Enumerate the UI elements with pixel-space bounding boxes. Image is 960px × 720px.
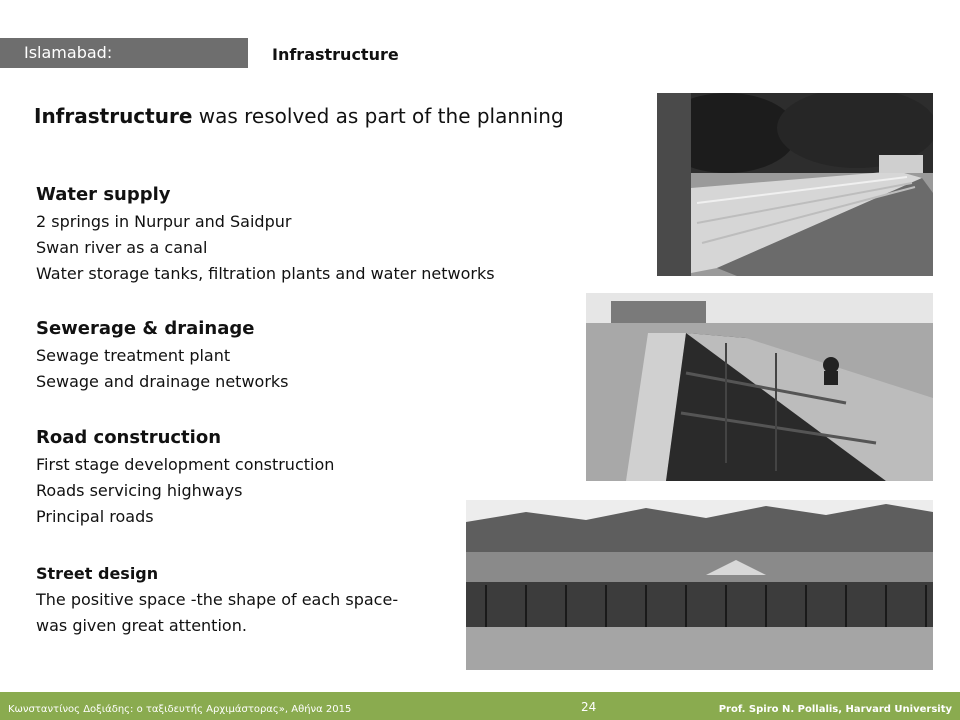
headline bbox=[34, 104, 564, 128]
section-line: 2 springs in Nurpur and Saidpur bbox=[36, 212, 292, 231]
headline-rest: was resolved as part of the planning bbox=[192, 104, 564, 128]
section-title: Road construction bbox=[36, 427, 222, 448]
section-line: Principal roads bbox=[36, 507, 154, 526]
footer-credit: Κωνσταντίνος Δοξιάδης: ο ταξιδευτής Αρχιμάστορας», Αθήνα 2015 bbox=[8, 704, 352, 715]
section-title: Sewerage & drainage bbox=[36, 318, 255, 339]
section-water-supply bbox=[36, 184, 495, 287]
headline-bold: Infrastructure bbox=[34, 104, 193, 128]
water-tank-photo bbox=[657, 93, 933, 276]
construction-site-photo bbox=[466, 500, 933, 670]
section-sewerage-drainage bbox=[36, 318, 289, 395]
section-line: Water storage tanks, filtration plants and water networks bbox=[36, 264, 495, 283]
section-line: Roads servicing highways bbox=[36, 481, 243, 500]
section-tag: Islamabad: bbox=[0, 38, 248, 68]
section-road-construction bbox=[36, 427, 334, 530]
footer-bar bbox=[0, 692, 960, 720]
slide-title: Infrastructure bbox=[272, 45, 399, 64]
section-line: First stage development construction bbox=[36, 455, 335, 474]
section-line: Sewage and drainage networks bbox=[36, 372, 289, 391]
section-line: was given great attention. bbox=[36, 616, 247, 635]
section-line: Sewage treatment plant bbox=[36, 346, 231, 365]
section-line: Swan river as a canal bbox=[36, 238, 208, 257]
page-number: 24 bbox=[581, 700, 597, 714]
sewage-channel-photo bbox=[586, 293, 933, 481]
section-title: Street design bbox=[36, 564, 159, 583]
section-line: The positive space -the shape of each space- bbox=[36, 590, 399, 609]
section-street-design bbox=[36, 564, 398, 639]
footer-author: Prof. Spiro N. Pollalis, Harvard University bbox=[718, 704, 952, 715]
section-title: Water supply bbox=[36, 184, 171, 205]
